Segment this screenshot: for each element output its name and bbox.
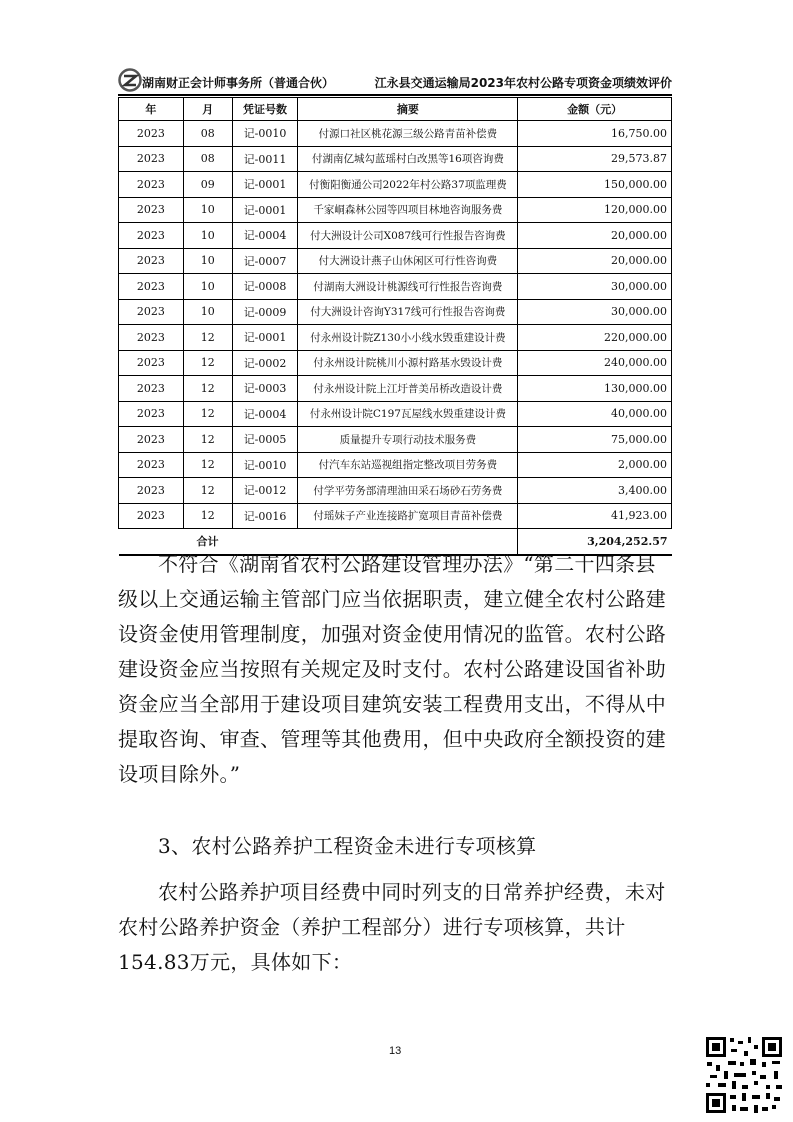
cell-voucher: 记-0016 (232, 503, 298, 529)
cell-month: 12 (183, 478, 232, 504)
table-row (119, 503, 672, 529)
cell-month: 12 (183, 427, 232, 453)
cell-summary: 付大洲设计咨询Y317线可行性报告咨询费 (298, 299, 518, 325)
firm-name: 湖南财正会计师事务所（普通合伙） (142, 76, 335, 90)
cell-year: 2023 (119, 197, 184, 223)
cell-year: 2023 (119, 121, 184, 147)
cell-month: 12 (183, 503, 232, 529)
cell-voucher: 记-0010 (232, 121, 298, 147)
cell-voucher: 记-0012 (232, 478, 298, 504)
cell-summary: 付永州设计院桃川小源村路基水毁设计费 (298, 350, 518, 376)
cell-amount: 20,000.00 (518, 223, 672, 249)
cell-voucher: 记-0002 (232, 350, 298, 376)
paragraph-maintenance: 农村公路养护项目经费中同时列支的日常养护经费，未对农村公路养护资金（养护工程部分）进行专项核算，共计154.83万元，具体如下： (118, 880, 666, 974)
col-month: 月 (183, 98, 232, 121)
cell-year: 2023 (119, 172, 184, 198)
table-row (119, 121, 672, 147)
cell-month: 12 (183, 401, 232, 427)
col-amount: 金额（元） (518, 98, 672, 121)
cell-month: 12 (183, 376, 232, 402)
cell-amount: 20,000.00 (518, 248, 672, 274)
cell-amount: 150,000.00 (518, 172, 672, 198)
table-header-row (119, 98, 672, 121)
cell-summary: 付汽车东站巡视组指定整改项目劳务费 (298, 452, 518, 478)
cell-voucher: 记-0009 (232, 299, 298, 325)
header-rule (118, 94, 672, 96)
firm-logo-icon (118, 68, 142, 92)
cell-month: 10 (183, 223, 232, 249)
cell-summary: 付源口社区桃花源三级公路青苗补偿费 (298, 121, 518, 147)
cell-year: 2023 (119, 452, 184, 478)
cell-month: 10 (183, 299, 232, 325)
cell-summary: 付大洲设计燕子山休闲区可行性咨询费 (298, 248, 518, 274)
cell-voucher: 记-0010 (232, 452, 298, 478)
cell-voucher: 记-0007 (232, 248, 298, 274)
cell-amount: 3,400.00 (518, 478, 672, 504)
cell-year: 2023 (119, 146, 184, 172)
document-title: 江永县交通运输局2023年农村公路专项资金项绩效评价 (374, 76, 672, 90)
cell-year: 2023 (119, 248, 184, 274)
cell-amount: 41,923.00 (518, 503, 672, 529)
page-number: 13 (389, 1045, 402, 1057)
table-row (119, 325, 672, 351)
cell-year: 2023 (119, 401, 184, 427)
cell-voucher: 记-0001 (232, 325, 298, 351)
table-row (119, 478, 672, 504)
cell-summary: 付永州设计院Z130小小线水毁重建设计费 (298, 325, 518, 351)
table-row (119, 274, 672, 300)
table-row (119, 146, 672, 172)
cell-month: 10 (183, 274, 232, 300)
table-row (119, 248, 672, 274)
cell-amount: 220,000.00 (518, 325, 672, 351)
cell-amount: 2,000.00 (518, 452, 672, 478)
cell-amount: 30,000.00 (518, 299, 672, 325)
col-year: 年 (119, 98, 184, 121)
cell-year: 2023 (119, 376, 184, 402)
page-header (118, 68, 672, 94)
cell-amount: 120,000.00 (518, 197, 672, 223)
total-value: 3,204,252.57 (518, 529, 672, 555)
cell-summary: 付湖南亿城勾蓝瑶村白改黑等16项咨询费 (298, 146, 518, 172)
table-row (119, 427, 672, 453)
cell-amount: 40,000.00 (518, 401, 672, 427)
cell-month: 12 (183, 452, 232, 478)
cell-summary: 付学平劳务部清理油田采石场砂石劳务费 (298, 478, 518, 504)
cell-voucher: 记-0001 (232, 197, 298, 223)
cell-year: 2023 (119, 274, 184, 300)
cell-voucher: 记-0004 (232, 401, 298, 427)
cell-year: 2023 (119, 478, 184, 504)
cell-amount: 75,000.00 (518, 427, 672, 453)
cell-year: 2023 (119, 299, 184, 325)
table-row (119, 401, 672, 427)
cell-amount: 130,000.00 (518, 376, 672, 402)
table-row (119, 350, 672, 376)
cell-voucher: 记-0004 (232, 223, 298, 249)
cell-month: 10 (183, 197, 232, 223)
cell-voucher: 记-0001 (232, 172, 298, 198)
qr-code-icon (704, 1035, 784, 1115)
cell-summary: 付衡阳衡通公司2022年村公路37项监理费 (298, 172, 518, 198)
cell-year: 2023 (119, 350, 184, 376)
voucher-table (118, 97, 672, 556)
cell-year: 2023 (119, 503, 184, 529)
cell-month: 08 (183, 146, 232, 172)
cell-month: 12 (183, 350, 232, 376)
cell-month: 08 (183, 121, 232, 147)
paragraph-regulation: 不符合《湖南省农村公路建设管理办法》“第二十四条县级以上交通运输主管部门应当依据职责，建立健全农村公路建设资金使用管理制度，加强对资金使用情况的监管。农村公路建设资金应当按照有关规定及时支付。农村公路建设国省补助资金应当全部用于建设项目建筑安装工程费用支出，不得从中提取咨询、审查、管理等其他费用，但中央政府全额投资的建设项目除外。” (118, 552, 667, 786)
cell-amount: 30,000.00 (518, 274, 672, 300)
cell-year: 2023 (119, 223, 184, 249)
cell-summary: 千家峒森林公园等四项目林地咨询服务费 (298, 197, 518, 223)
cell-summary: 付大洲设计公司X087线可行性报告咨询费 (298, 223, 518, 249)
cell-voucher: 记-0005 (232, 427, 298, 453)
cell-summary: 付永州设计院C197瓦屋线水毁重建设计费 (298, 401, 518, 427)
cell-amount: 240,000.00 (518, 350, 672, 376)
cell-amount: 29,573.87 (518, 146, 672, 172)
cell-voucher: 记-0008 (232, 274, 298, 300)
cell-month: 09 (183, 172, 232, 198)
cell-year: 2023 (119, 427, 184, 453)
cell-amount: 16,750.00 (518, 121, 672, 147)
table-row (119, 172, 672, 198)
table-row (119, 376, 672, 402)
cell-year: 2023 (119, 325, 184, 351)
cell-summary: 付湖南大洲设计桃源线可行性报告咨询费 (298, 274, 518, 300)
section-heading-3: 3、农村公路养护工程资金未进行专项核算 (158, 834, 537, 858)
cell-summary: 付瑶妹子产业连接路扩宽项目青苗补偿费 (298, 503, 518, 529)
col-voucher: 凭证号数 (232, 98, 298, 121)
table-row (119, 223, 672, 249)
cell-voucher: 记-0011 (232, 146, 298, 172)
table-row (119, 299, 672, 325)
total-label: 合计 (119, 529, 518, 555)
cell-month: 12 (183, 325, 232, 351)
cell-summary: 质量提升专项行动技术服务费 (298, 427, 518, 453)
table-row (119, 452, 672, 478)
cell-summary: 付永州设计院上江圩普美吊桥改造设计费 (298, 376, 518, 402)
cell-voucher: 记-0003 (232, 376, 298, 402)
col-summary: 摘要 (298, 98, 518, 121)
table-row (119, 197, 672, 223)
cell-month: 10 (183, 248, 232, 274)
